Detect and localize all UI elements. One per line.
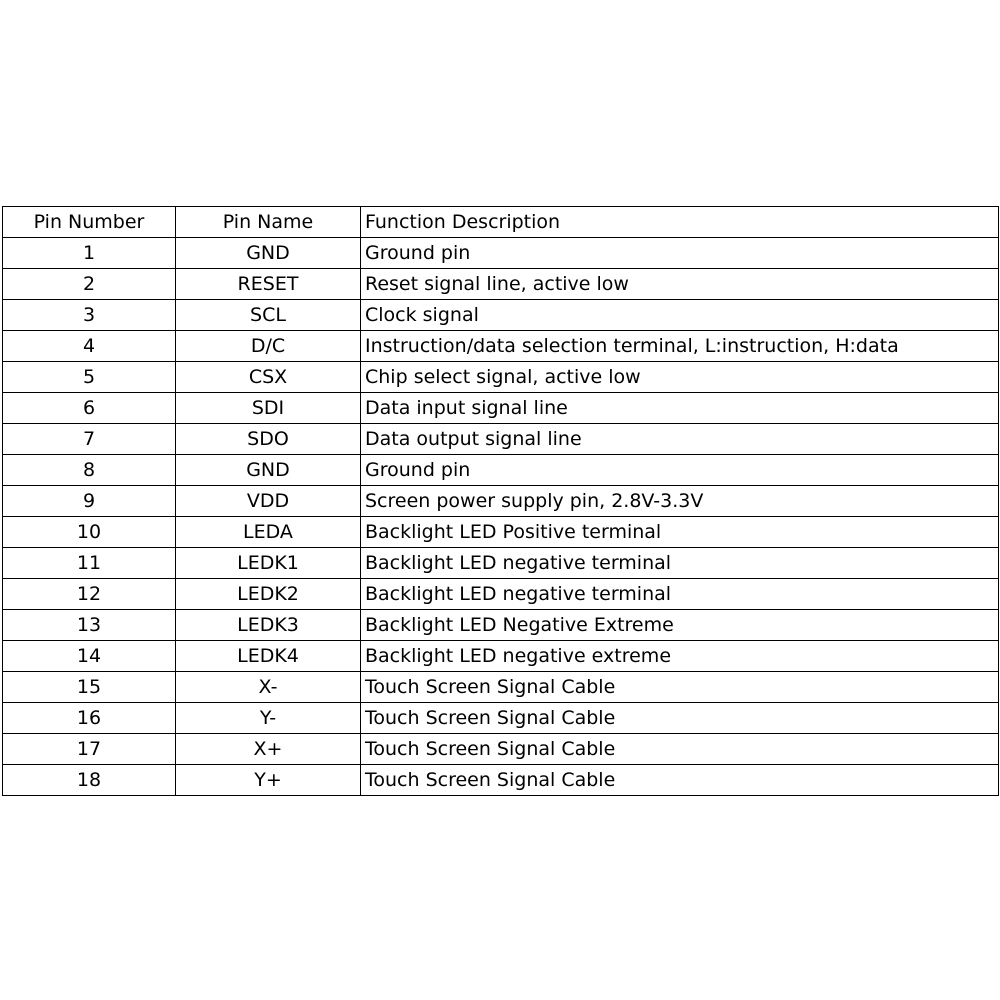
pin-name-cell: LEDA (176, 517, 361, 548)
table-row (3, 734, 999, 765)
pin-number-cell: 9 (3, 486, 176, 517)
table-row (3, 331, 999, 362)
header-pin-number: Pin Number (3, 207, 176, 238)
pin-name-cell: CSX (176, 362, 361, 393)
pin-number-cell: 11 (3, 548, 176, 579)
function-description-cell: Backlight LED Positive terminal (361, 517, 999, 548)
table-row (3, 486, 999, 517)
pin-name-cell: LEDK2 (176, 579, 361, 610)
pin-name-cell: D/C (176, 331, 361, 362)
function-description-cell: Ground pin (361, 455, 999, 486)
pin-name-cell: GND (176, 238, 361, 269)
pin-number-cell: 8 (3, 455, 176, 486)
pin-name-cell: GND (176, 455, 361, 486)
function-description-cell: Ground pin (361, 238, 999, 269)
table-row (3, 424, 999, 455)
header-function-description: Function Description (361, 207, 999, 238)
header-pin-name: Pin Name (176, 207, 361, 238)
pin-number-cell: 3 (3, 300, 176, 331)
table-row (3, 610, 999, 641)
pin-number-cell: 13 (3, 610, 176, 641)
pin-number-cell: 4 (3, 331, 176, 362)
table-row (3, 703, 999, 734)
pin-name-cell: SCL (176, 300, 361, 331)
pin-name-cell: X- (176, 672, 361, 703)
pin-name-cell: X+ (176, 734, 361, 765)
function-description-cell: Backlight LED negative terminal (361, 579, 999, 610)
function-description-cell: Touch Screen Signal Cable (361, 734, 999, 765)
pin-number-cell: 10 (3, 517, 176, 548)
table-row (3, 238, 999, 269)
pin-number-cell: 14 (3, 641, 176, 672)
function-description-cell: Backlight LED negative extreme (361, 641, 999, 672)
table-row (3, 269, 999, 300)
table-row (3, 765, 999, 796)
pin-number-cell: 15 (3, 672, 176, 703)
function-description-cell: Instruction/data selection terminal, L:instruction, H:data (361, 331, 999, 362)
table-row (3, 548, 999, 579)
pin-definition-table (2, 206, 999, 796)
table-row (3, 455, 999, 486)
pin-name-cell: Y- (176, 703, 361, 734)
pin-number-cell: 2 (3, 269, 176, 300)
table-row (3, 579, 999, 610)
table-body (3, 238, 999, 796)
pin-number-cell: 7 (3, 424, 176, 455)
function-description-cell: Touch Screen Signal Cable (361, 703, 999, 734)
pin-name-cell: VDD (176, 486, 361, 517)
pin-name-cell: LEDK4 (176, 641, 361, 672)
table-row (3, 362, 999, 393)
pin-number-cell: 1 (3, 238, 176, 269)
pin-name-cell: SDO (176, 424, 361, 455)
function-description-cell: Touch Screen Signal Cable (361, 765, 999, 796)
function-description-cell: Data output signal line (361, 424, 999, 455)
table-row (3, 641, 999, 672)
pin-name-cell: LEDK1 (176, 548, 361, 579)
pin-name-cell: SDI (176, 393, 361, 424)
table-row (3, 393, 999, 424)
function-description-cell: Backlight LED Negative Extreme (361, 610, 999, 641)
function-description-cell: Backlight LED negative terminal (361, 548, 999, 579)
function-description-cell: Clock signal (361, 300, 999, 331)
pin-number-cell: 16 (3, 703, 176, 734)
pin-name-cell: LEDK3 (176, 610, 361, 641)
function-description-cell: Screen power supply pin, 2.8V-3.3V (361, 486, 999, 517)
pin-name-cell: Y+ (176, 765, 361, 796)
pin-number-cell: 17 (3, 734, 176, 765)
pin-number-cell: 6 (3, 393, 176, 424)
pin-number-cell: 12 (3, 579, 176, 610)
function-description-cell: Data input signal line (361, 393, 999, 424)
pin-number-cell: 18 (3, 765, 176, 796)
function-description-cell: Reset signal line, active low (361, 269, 999, 300)
table-row (3, 517, 999, 548)
table-header-row (3, 207, 999, 238)
pin-number-cell: 5 (3, 362, 176, 393)
table-row (3, 300, 999, 331)
pin-name-cell: RESET (176, 269, 361, 300)
table-row (3, 672, 999, 703)
function-description-cell: Chip select signal, active low (361, 362, 999, 393)
function-description-cell: Touch Screen Signal Cable (361, 672, 999, 703)
